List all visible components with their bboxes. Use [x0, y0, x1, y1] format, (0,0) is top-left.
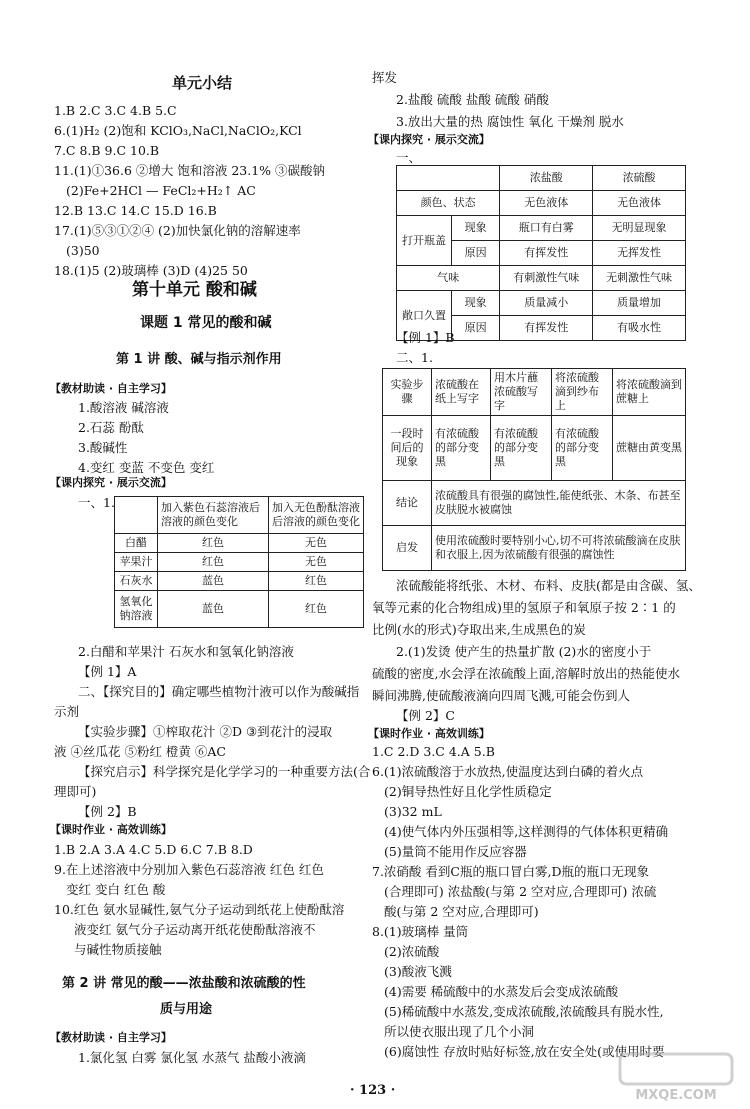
summary-line: 17.(1)⑤③①②④ (2)加快氯化钠的溶解速率 [54, 223, 301, 238]
textbook-line: 1.酸溶液 碱溶液 [78, 400, 169, 415]
table-cell: 有浓硫酸的部分变黑 [432, 416, 491, 481]
table-cell: 无色液体 [593, 191, 686, 216]
homework-line: (4)需要 稀硫酸中的水蒸发后会变成浓硫酸 [384, 984, 619, 999]
table-cell: 敞口久置 [397, 291, 452, 341]
homework-line: 9.在上述溶液中分别加入紫色石蕊溶液 红色 红色 [54, 862, 324, 877]
homework-line: 液变红 氨气分子运动离开纸花使酚酞溶液不 [74, 922, 316, 937]
unit-title: 第十单元 酸和碱 [132, 280, 257, 300]
watermark-text: MXQE.COM [635, 1088, 717, 1103]
homework-line: 变红 变白 红色 酸 [66, 882, 166, 897]
table-cell: 有挥发性 [500, 241, 593, 266]
section-homework: 【课时作业 · 高效训练】 [368, 727, 490, 740]
table-cell: 白醋 [115, 534, 158, 553]
lecture2-title-cont: 质与用途 [160, 1002, 213, 1017]
table-cell: 用木片蘸浓硫酸写字 [491, 369, 552, 416]
table-cell: 质量增加 [593, 291, 686, 316]
homework-line: (3)酸液飞溅 [384, 964, 452, 979]
unit-summary-title: 单元小结 [172, 74, 233, 92]
answer-line: 挥发 [372, 70, 398, 85]
table-cell: 瓶口有白雾 [500, 216, 593, 241]
answer-line: 2.盐酸 硫酸 盐酸 硫酸 硝酸 [396, 92, 549, 107]
table-header: 浓盐酸 [500, 166, 593, 191]
indicator-table [114, 496, 364, 628]
summary-line: 11.(1)①36.6 ②增大 饱和溶液 23.1% ③碳酸钠 [54, 163, 326, 178]
homework-line: (2)浓硫酸 [384, 944, 440, 959]
table-cell: 浓硫酸在纸上写字 [432, 369, 491, 416]
lecture2-title: 第 2 讲 常见的酸——浓盐酸和浓硫酸的性 [62, 976, 306, 991]
summary-line: (3)50 [66, 243, 100, 258]
lecture1-title: 第 1 讲 酸、碱与指示剂作用 [116, 352, 282, 367]
table-cell: 现象 [452, 216, 500, 241]
section-inclass: 【课内探究 · 展示交流】 [368, 133, 490, 146]
textbook-line: 1.氯化氢 白雾 氯化氢 水蒸气 盐酸小液滴 [78, 1050, 306, 1065]
table-cell: 有吸水性 [593, 316, 686, 341]
answer-line: 【探究启示】科学探究是化学学习的一种重要方法(合 [78, 764, 371, 779]
answer-line: 理即可) [54, 784, 97, 799]
part-two-label: 二、1. [396, 350, 433, 365]
answer-line: 硫酸的密度,水会浮在浓硫酸上面,溶解时放出的热能使水 [372, 666, 680, 681]
homework-line: (5)量筒不能用作反应容器 [384, 844, 527, 859]
summary-line: 12.B 13.C 14.C 15.D 16.B [54, 203, 217, 218]
table-cell: 无色 [269, 553, 364, 572]
homework-line: (4)使气体内外压强相等,这样测得的气体体积更精确 [384, 824, 669, 839]
homework-line: 所以使衣服出现了几个小洞 [384, 1024, 535, 1039]
table-cell: 红色 [269, 591, 364, 628]
table-cell: 浓硫酸具有很强的腐蚀性,能使纸张、木条、布甚至皮肤脱水被腐蚀 [432, 481, 686, 526]
lesson-title: 课题 1 常见的酸和碱 [140, 315, 272, 331]
acid-properties-table [396, 165, 686, 341]
summary-line: 7.C 8.B 9.C 10.B [54, 143, 160, 158]
homework-line: 与碱性物质接触 [74, 942, 162, 957]
table-cell: 苹果汁 [115, 553, 158, 572]
section-inclass: 【课内探究 · 展示交流】 [50, 476, 172, 489]
table-cell: 红色 [158, 553, 269, 572]
homework-line: 6.(1)浓硫酸溶于水放热,使温度达到白磷的着火点 [372, 764, 644, 779]
example-answer: 【例 2】B [78, 804, 137, 819]
sulfuric-acid-experiment-table [382, 368, 686, 571]
section-textbook-2: 【教材助读 · 自主学习】 [50, 1031, 172, 1044]
homework-line: (5)稀硫酸中水蒸发,变成浓硫酸,浓硫酸具有脱水性, [384, 1004, 664, 1019]
table-cell: 无色液体 [500, 191, 593, 216]
page-number: · 123 · [350, 1083, 396, 1098]
answer-line: 二、【探究目的】确定哪些植物汁液可以作为酸碱指 [78, 684, 360, 699]
homework-line: (2)铜导热性好且化学性质稳定 [384, 784, 552, 799]
table-cell: 蓝色 [158, 572, 269, 591]
table-cell: 颜色、状态 [397, 191, 500, 216]
homework-line: 7.浓硝酸 看到C瓶的瓶口冒白雾,D瓶的瓶口无现象 [372, 864, 649, 879]
section-homework: 【课时作业 · 高效训练】 [50, 823, 172, 836]
table-cell: 打开瓶盖 [397, 216, 452, 266]
homework-line: 1.B 2.A 3.A 4.C 5.D 6.C 7.B 8.D [54, 842, 253, 857]
table-header: 加入无色酚酞溶液后溶液的颜色变化 [269, 497, 364, 534]
table-cell: 将浓硫酸滴到蔗糖上 [613, 369, 686, 416]
summary-line: 18.(1)5 (2)玻璃棒 (3)D (4)25 50 [54, 263, 248, 278]
table-cell: 一段时间后的现象 [383, 416, 432, 481]
table-cell: 质量减小 [500, 291, 593, 316]
answer-line: 氧等元素的化合物组成)里的氢原子和氧原子按 2∶1 的 [372, 600, 676, 615]
table-cell: 石灰水 [115, 572, 158, 591]
table-cell: 无挥发性 [593, 241, 686, 266]
table-cell: 启发 [383, 526, 432, 571]
table-header-empty [397, 166, 500, 191]
example-answer: 【例 1】B [396, 330, 455, 345]
table-cell: 有刺激性气味 [500, 266, 593, 291]
answer-line: 液 ④丝瓜花 ⑤粉红 橙黄 ⑥AC [54, 744, 226, 759]
table-cell: 红色 [158, 534, 269, 553]
table-header-empty [115, 497, 158, 534]
homework-line: (3)32 mL [384, 804, 442, 819]
table-cell: 无明显现象 [593, 216, 686, 241]
summary-line: 1.B 2.C 3.C 4.B 5.C [54, 103, 177, 118]
table-cell: 氢氧化钠溶液 [115, 591, 158, 628]
table-cell: 有浓硫酸的部分变黑 [552, 416, 613, 481]
answer-line: 示剂 [54, 704, 80, 719]
table-cell: 现象 [452, 291, 500, 316]
table-cell: 将浓硫酸滴到纱布上 [552, 369, 613, 416]
textbook-line: 2.石蕊 酚酞 [78, 420, 144, 435]
answer-line: 2.白醋和苹果汁 石灰水和氢氧化钠溶液 [78, 644, 294, 659]
table-cell: 使用浓硫酸时要特别小心,切不可将浓硫酸滴在皮肤和衣服上,因为浓硫酸有很强的腐蚀性 [432, 526, 686, 571]
homework-line: (6)腐蚀性 存放时贴好标签,放在安全处(或使用时要 [384, 1044, 665, 1059]
answer-line: 3.放出大量的热 腐蚀性 氧化 干燥剂 脱水 [396, 114, 624, 129]
table-cell: 实验步骤 [383, 369, 432, 416]
table-cell: 蓝色 [158, 591, 269, 628]
summary-line: 6.(1)H₂ (2)饱和 KClO₃,NaCl,NaClO₂,KCl [54, 123, 302, 138]
table-cell: 红色 [269, 572, 364, 591]
table-cell: 原因 [452, 316, 500, 341]
part-one-label: 一、 [396, 150, 422, 165]
textbook-line: 4.变红 变蓝 不变色 变红 [78, 460, 215, 475]
textbook-line: 3.酸碱性 [78, 440, 128, 455]
homework-line: 1.C 2.D 3.C 4.A 5.B [372, 744, 495, 759]
answer-line: 2.(1)发烫 使产生的热量扩散 (2)水的密度小于 [396, 644, 652, 659]
watermark-logo [618, 1052, 734, 1104]
homework-line: 10.红色 氨水显碱性,氨气分子运动到纸花上使酚酞溶 [54, 902, 345, 917]
table-cell: 有挥发性 [500, 316, 593, 341]
table-cell: 蔗糖由黄变黑 [613, 416, 686, 481]
answer-line: 【实验步骤】①榨取花汁 ②D ③到花汁的浸取 [78, 724, 333, 739]
table-cell: 有浓硫酸的部分变黑 [491, 416, 552, 481]
summary-line: (2)Fe+2HCl — FeCl₂+H₂↑ AC [66, 183, 256, 198]
table-cell: 气味 [397, 266, 500, 291]
table-cell: 无刺激性气味 [593, 266, 686, 291]
example-answer: 【例 2】C [396, 708, 455, 723]
table-cell: 无色 [269, 534, 364, 553]
homework-line: 8.(1)玻璃棒 量筒 [372, 924, 469, 939]
table-cell: 结论 [383, 481, 432, 526]
homework-line: 酸(与第 2 空对应,合理即可) [384, 904, 539, 919]
answer-line: 瞬间沸腾,使硫酸液滴向四周飞溅,可能会伤到人 [372, 688, 630, 703]
table-cell: 原因 [452, 241, 500, 266]
section-textbook: 【教材助读 · 自主学习】 [50, 382, 172, 395]
table-header: 加入紫色石蕊溶液后溶液的颜色变化 [158, 497, 269, 534]
answer-line: 比例(水的形式)夺取出来,生成黑色的炭 [372, 622, 586, 637]
homework-line: (合理即可) 浓盐酸(与第 2 空对应,合理即可) 浓硫 [384, 884, 657, 899]
part-one-label: 一、1. [78, 495, 115, 510]
example-answer: 【例 1】A [78, 664, 137, 679]
table-header: 浓硫酸 [593, 166, 686, 191]
answer-line: 浓硫酸能将纸张、木材、布料、皮肤(都是由含碳、氢、 [396, 578, 701, 593]
